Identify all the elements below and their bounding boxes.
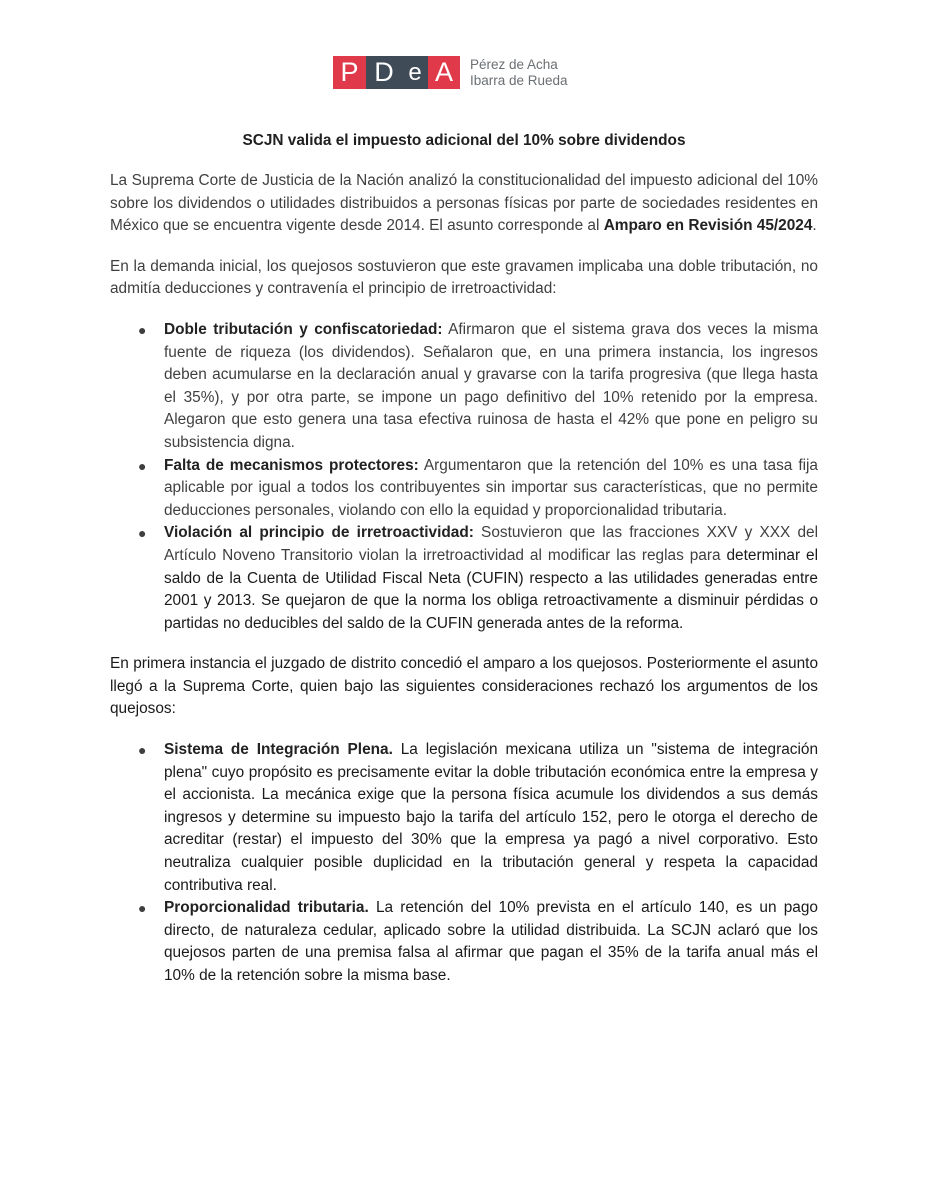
ruling-paragraph: En primera instancia el juzgado de distrito concedió el amparo a los quejosos. Posteriormente el asunto llegó a la Suprema Corte, quien bajo las siguientes consideraciones rechazó los argumentos de los quejosos: [110,655,818,718]
document-body [110,130,818,1006]
intro-text: La Suprema Corte de Justicia de la Nación analizó la constitucionalidad del impuesto adicional del 10% sobre los dividendos o utilidades distribuidos a personas físicas por parte de sociedades residentes en México que se encuentra vigente desde 2014. El asunto corresponde al [110,172,818,235]
logo-line-2: Ibarra de Rueda [470,72,568,88]
claims-paragraph: En la demanda inicial, los quejosos sostuvieron que este gravamen implicaba una doble tributación, no admitía deducciones y contravenía el principio de irretroactividad: [110,257,818,298]
logo-firm-name [470,57,568,88]
bullet-icon: ● [138,525,147,542]
intro-paragraph [110,170,818,238]
document-title: SCJN valida el impuesto adicional del 10% sobre dividendos [242,132,686,149]
list-item-text: La legislación mexicana utiliza un "sistema de integración plena" cuyo propósito es precisamente evitar la doble tributación económica entre la empresa y el accionista. La mecánica exige que la persona física acumule los dividendos a sus demás ingresos y determine su impuesto bajo la tarifa del artículo 152, pero le otorga el derecho de acreditar (restar) el impuesto del 30% que la empresa ya pagó a nivel corporativo. Esto neutraliza cualquier posible duplicidad en la tributación general y respeta la capacidad contributiva real. [164,741,818,894]
list-item-heading: Doble tributación y confiscatoriedad: [164,320,443,338]
claims-list [110,319,818,635]
bullet-icon: ● [138,900,147,917]
list-item [110,522,818,635]
list-item-heading: Proporcionalidad tributaria. [164,899,369,917]
logo-line-1: Pérez de Acha [470,57,558,72]
list-item [110,897,818,987]
list-item-heading: Violación al principio de irretroactividad: [164,524,474,542]
list-item-text: La retención del 10% prevista en el artículo 140, es un pago directo, de naturaleza cedular, aplicado sobre la utilidad distribuida. La SCJN aclaró que los quejosos parten de una premisa falsa al afirmar que pagan el 35% de la tarifa anual más el 10% de la retención sobre la misma base. [164,899,818,984]
amparo-reference: Amparo en Revisión 45/2024 [603,217,813,235]
bullet-icon: ● [138,457,147,474]
list-item-text-cont: determinar el saldo de la Cuenta de Utilidad Fiscal Neta (CUFIN) respecto a las utilidades generadas entre 2001 y 2013. Se quejaron de que la norma los obliga retroactivamente a disminuir pérdidas o partidas no deducibles del saldo de la CUFIN generada antes de la reforma. [164,546,818,632]
ruling-list [110,739,818,988]
logo-letter-e: e [402,56,428,89]
list-item [110,319,818,455]
logo-letter-p: P [333,56,366,89]
logo-letter-a: A [428,56,460,89]
bullet-icon: ● [138,321,147,338]
list-item-text: Argumentaron que la retención del 10% es una tasa fija aplicable por igual a todos los contribuyentes sin importar sus características, que no permite deducciones personales, violando con ello la equidad y proporcionalidad tributaria. [164,456,818,519]
list-item-text: Afirmaron que el sistema grava dos veces la misma fuente de riqueza (los dividendos). Señalaron que, en una primera instancia, los ingresos deben acumularse en la declaración anual y gravarse con la tarifa progresiva (que llega hasta el 35%), y por otra parte, se impone un pago definitivo del 10% retenido por la empresa. Alegaron que esto genera una tasa efectiva ruinosa de hasta el 42% que pone en peligro su subsistencia digna. [164,320,819,451]
list-item [110,739,818,897]
list-item-heading: Sistema de Integración Plena. [164,741,393,759]
list-item-text: Sostuvieron que las fracciones XXV y XXX del Artículo Noveno Transitorio violan la irretroactividad al modificar las reglas para [164,524,818,564]
logo-letter-d: D [366,56,402,89]
list-item [110,455,818,523]
intro-end: . [812,217,817,235]
list-item-heading: Falta de mecanismos protectores: [164,456,419,474]
bullet-icon: ● [138,742,147,759]
pdea-logo [333,56,568,89]
